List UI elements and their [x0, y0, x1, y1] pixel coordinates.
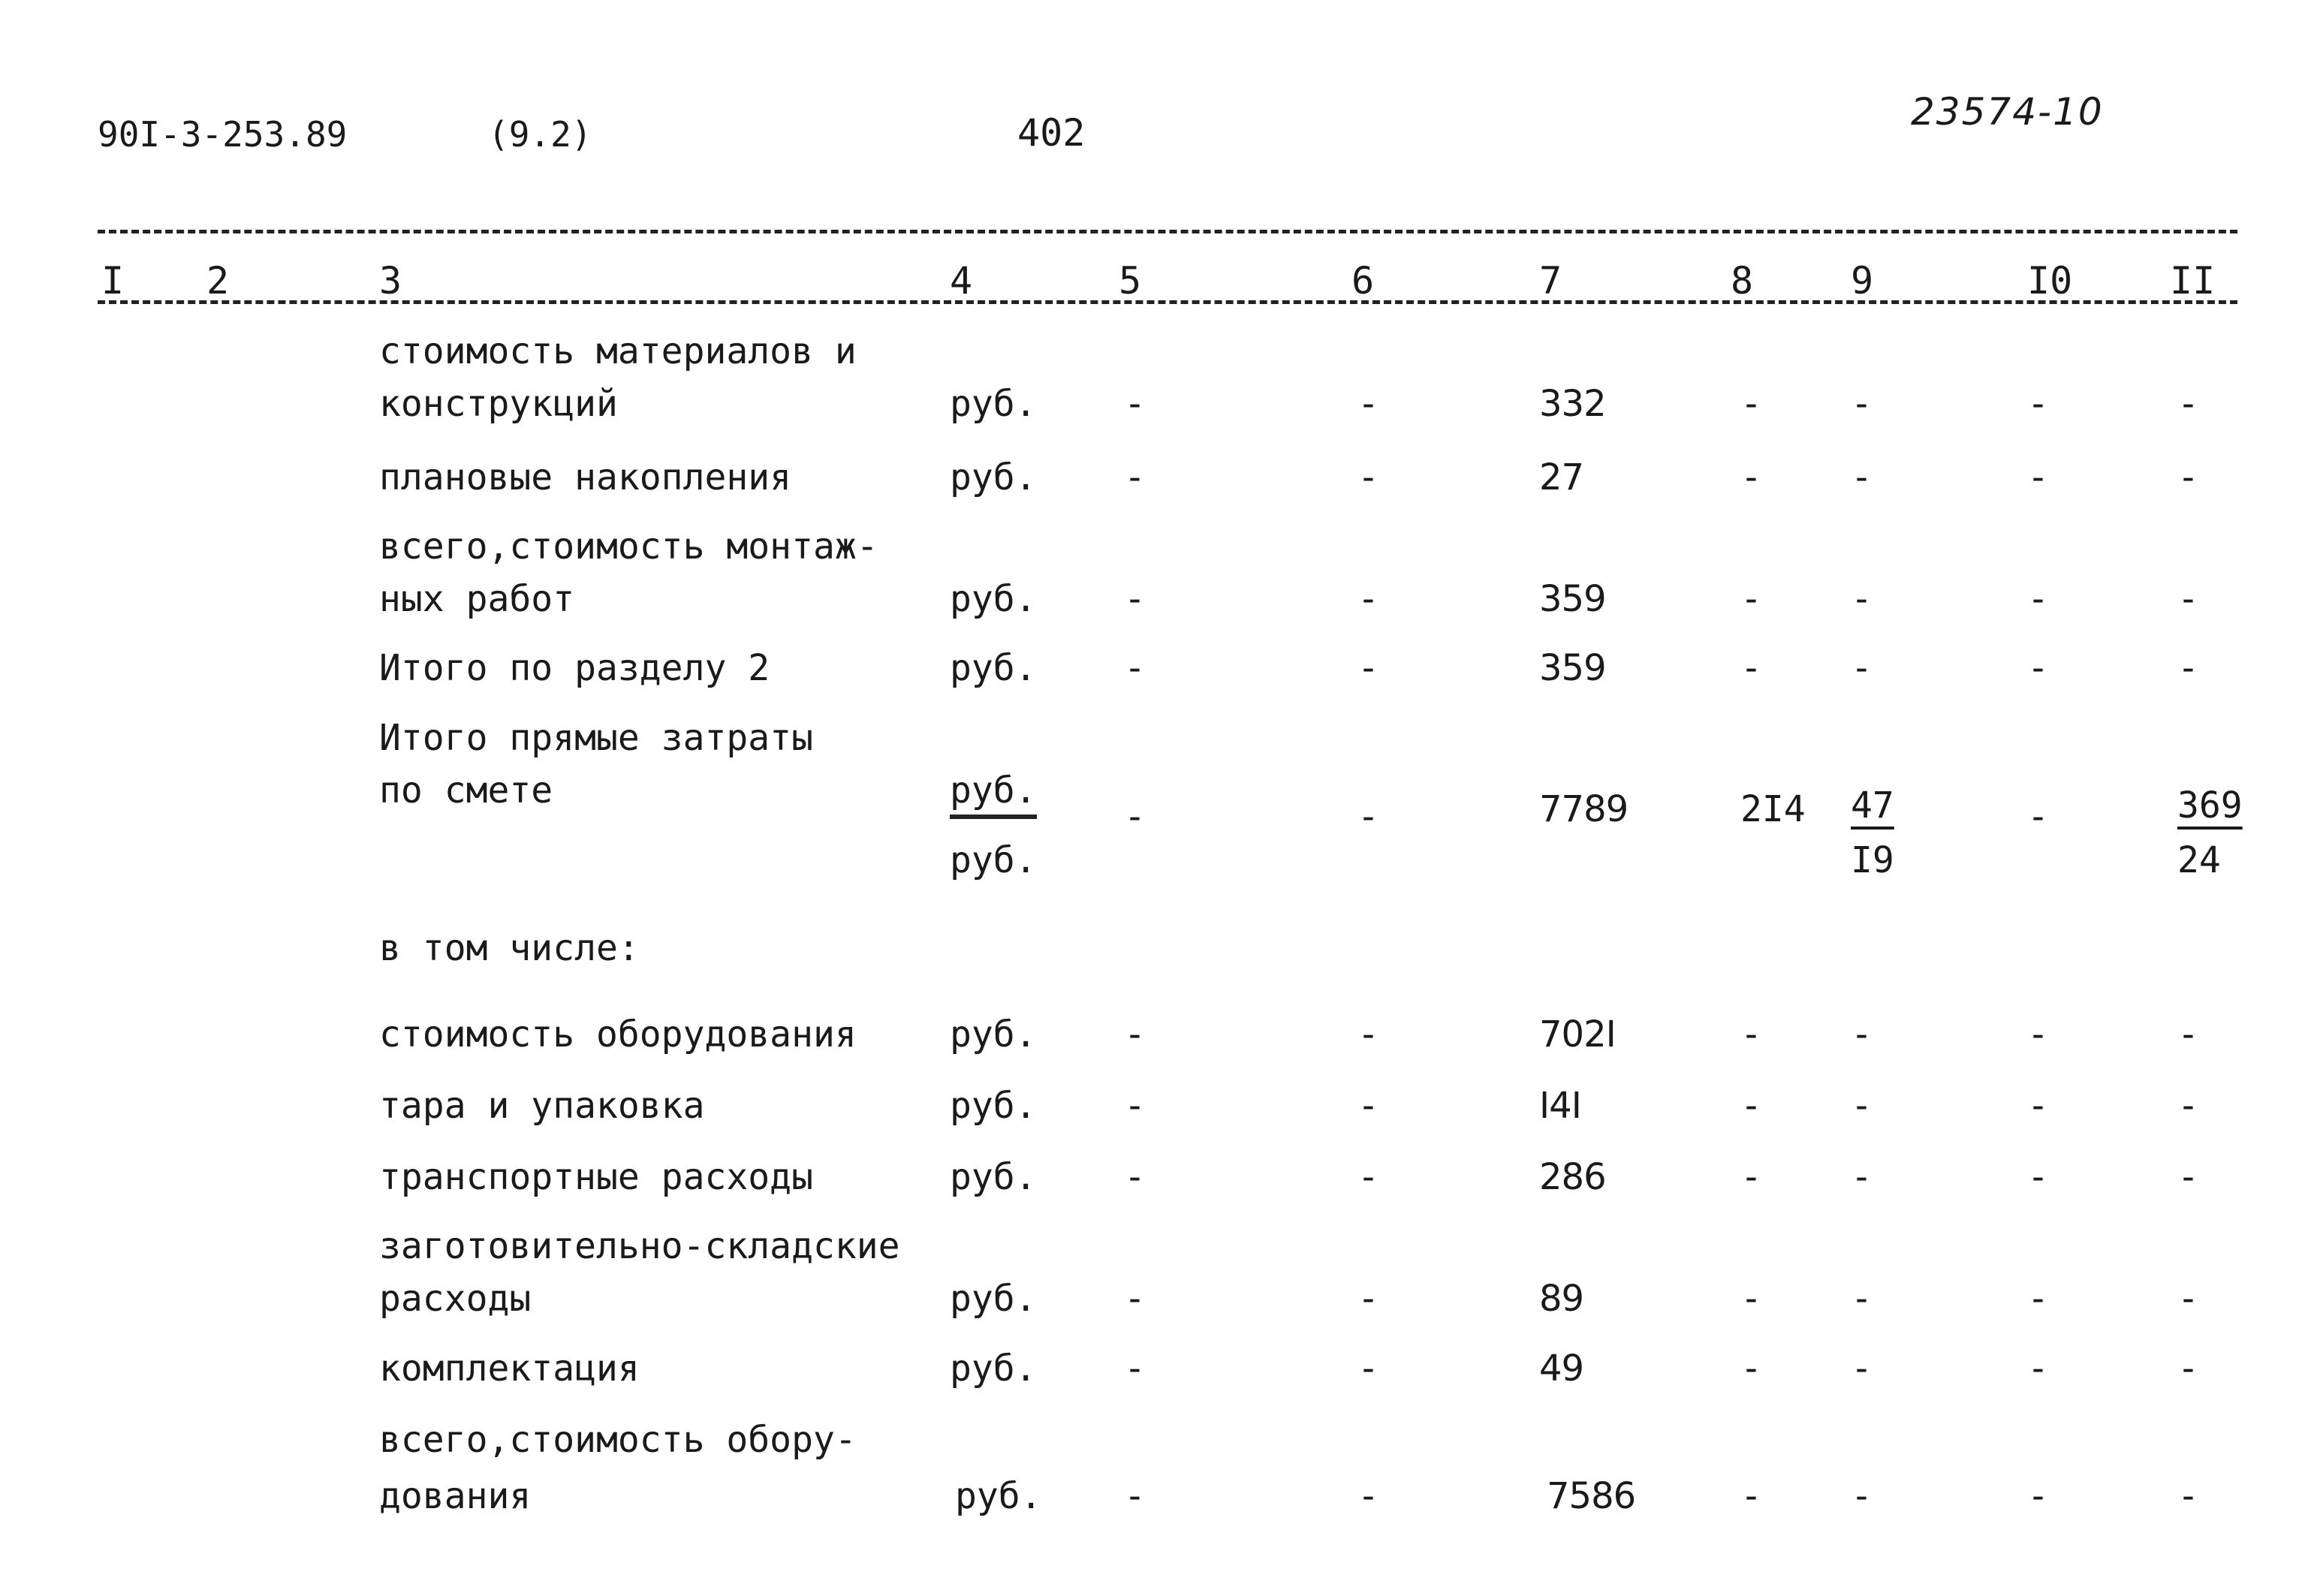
col6-cell: -	[1357, 456, 1379, 498]
unit-cell: руб.	[950, 578, 1037, 620]
col9-cell: -	[1851, 1156, 1873, 1198]
col5-cell: -	[1124, 578, 1146, 620]
col9-numerator-value: 47	[1851, 784, 1894, 827]
col11-cell: -	[2177, 1278, 2199, 1320]
col10-cell: -	[2027, 1013, 2049, 1055]
col11-denominator: 24	[2177, 839, 2221, 881]
unit-cell: руб.	[955, 1475, 1042, 1517]
col7-cell: 89	[1539, 1278, 1584, 1320]
col11-cell: -	[2177, 578, 2199, 620]
col10-cell: -	[2027, 647, 2049, 689]
col9-cell: -	[1851, 383, 1873, 425]
unit-cell: руб.	[950, 1156, 1037, 1198]
col8-cell: -	[1740, 1348, 1762, 1390]
row-description: по смете	[379, 769, 553, 812]
col7-cell: I4I	[1539, 1085, 1581, 1127]
row-description: стоимость оборудования	[379, 1013, 857, 1055]
col9-cell: -	[1851, 1475, 1873, 1517]
col5-cell: -	[1124, 796, 1146, 838]
col5-cell: -	[1124, 1156, 1146, 1198]
including-label: в том числе:	[379, 927, 640, 969]
row-description: дования	[379, 1475, 532, 1517]
col5-cell: -	[1124, 1348, 1146, 1390]
col6-cell: -	[1357, 1013, 1379, 1055]
column-number: 7	[1539, 259, 1562, 303]
col6-cell: -	[1357, 796, 1379, 838]
row-description: плановые накопления	[379, 456, 792, 498]
col11-cell: -	[2177, 1013, 2199, 1055]
unit-denominator: руб.	[950, 839, 1037, 881]
col11-cell: -	[2177, 1348, 2199, 1390]
unit-cell: руб.	[950, 1013, 1037, 1055]
col6-cell: -	[1357, 1475, 1379, 1517]
col8-cell: 2I4	[1740, 788, 1806, 830]
col11-cell: -	[2177, 647, 2199, 689]
col8-cell: -	[1740, 1278, 1762, 1320]
col7-cell: 332	[1539, 383, 1606, 425]
row-description: расходы	[379, 1278, 532, 1320]
col6-cell: -	[1357, 1156, 1379, 1198]
col8-cell: -	[1740, 1085, 1762, 1127]
row-description: транспортные расходы	[379, 1156, 813, 1198]
unit-cell: руб.	[950, 383, 1037, 425]
col5-cell: -	[1124, 1085, 1146, 1127]
col8-cell: -	[1740, 1156, 1762, 1198]
unit-cell	[950, 769, 1037, 812]
col10-cell: -	[2027, 456, 2049, 498]
unit-cell: руб.	[950, 1278, 1037, 1320]
col8-cell: -	[1740, 456, 1762, 498]
unit-cell: руб.	[950, 647, 1037, 689]
col7-cell: 359	[1539, 578, 1606, 620]
col6-cell: -	[1357, 1085, 1379, 1127]
col7-cell: 7586	[1547, 1475, 1636, 1517]
column-number: II	[2170, 259, 2216, 303]
col8-cell: -	[1740, 1475, 1762, 1517]
page-number: 402	[1017, 111, 1086, 155]
column-number: 6	[1351, 259, 1375, 303]
col7-cell: 286	[1539, 1156, 1606, 1198]
col11-cell: -	[2177, 383, 2199, 425]
col10-cell: -	[2027, 578, 2049, 620]
row-description: стоимость материалов и	[379, 330, 857, 372]
col8-cell: -	[1740, 1013, 1762, 1055]
column-number: 2	[206, 259, 230, 303]
col8-cell: -	[1740, 578, 1762, 620]
col11-cell: -	[2177, 1156, 2199, 1198]
col6-cell: -	[1357, 647, 1379, 689]
col7-cell: 7789	[1539, 788, 1629, 830]
col9-denominator: I9	[1851, 839, 1894, 881]
table-header-rule	[98, 300, 2237, 304]
row-description: Итого по разделу 2	[379, 647, 770, 689]
col5-cell: -	[1124, 1278, 1146, 1320]
col11-numerator	[2177, 784, 2243, 827]
col9-cell: -	[1851, 1085, 1873, 1127]
col5-cell: -	[1124, 456, 1146, 498]
col8-cell: -	[1740, 647, 1762, 689]
column-number: 3	[379, 259, 402, 303]
col6-cell: -	[1357, 578, 1379, 620]
column-number: 9	[1851, 259, 1874, 303]
col11-cell: -	[2177, 456, 2199, 498]
col5-cell: -	[1124, 1475, 1146, 1517]
row-description: всего,стоимость обору-	[379, 1419, 857, 1461]
unit-numerator: руб.	[950, 769, 1037, 819]
col6-cell: -	[1357, 383, 1379, 425]
col10-cell: -	[2027, 383, 2049, 425]
col5-cell: -	[1124, 647, 1146, 689]
col10-cell: -	[2027, 1085, 2049, 1127]
col9-cell: -	[1851, 1348, 1873, 1390]
row-description: конструкций	[379, 383, 618, 425]
column-number: 4	[950, 259, 973, 303]
col6-cell: -	[1357, 1348, 1379, 1390]
col7-cell: 359	[1539, 647, 1606, 689]
col9-numerator	[1851, 784, 1894, 827]
column-number: I	[101, 259, 125, 303]
col10-cell: -	[2027, 1475, 2049, 1517]
document-code: 90I-3-253.89	[98, 114, 348, 155]
row-description: заготовительно-складские	[379, 1225, 900, 1267]
col10-cell: -	[2027, 796, 2049, 838]
col7-cell: 49	[1539, 1348, 1584, 1390]
col11-numerator-value: 369	[2177, 784, 2243, 827]
column-number: I0	[2027, 259, 2073, 303]
row-description: ных работ	[379, 578, 575, 620]
row-description: всего,стоимость монтаж-	[379, 525, 878, 568]
unit-cell: руб.	[950, 1348, 1037, 1390]
unit-cell: руб.	[950, 1085, 1037, 1127]
col11-cell: -	[2177, 1475, 2199, 1517]
table-top-rule	[98, 230, 2237, 233]
col9-cell: -	[1851, 647, 1873, 689]
col7-cell: 27	[1539, 456, 1584, 498]
section-number: (9.2)	[488, 114, 592, 155]
column-number: 5	[1119, 259, 1142, 303]
row-description: тара и упаковка	[379, 1085, 705, 1127]
unit-cell: руб.	[950, 456, 1037, 498]
col10-cell: -	[2027, 1348, 2049, 1390]
row-description: Итого прямые затраты	[379, 717, 813, 759]
col11-cell: -	[2177, 1085, 2199, 1127]
handwritten-reference: 23574-10	[1911, 90, 2104, 134]
col10-cell: -	[2027, 1156, 2049, 1198]
col5-cell: -	[1124, 383, 1146, 425]
col10-cell: -	[2027, 1278, 2049, 1320]
column-number: 8	[1731, 259, 1754, 303]
col9-cell: -	[1851, 578, 1873, 620]
col7-cell: 702I	[1539, 1013, 1616, 1055]
col9-cell: -	[1851, 456, 1873, 498]
row-description: комплектация	[379, 1348, 640, 1390]
col9-cell: -	[1851, 1278, 1873, 1320]
col5-cell: -	[1124, 1013, 1146, 1055]
col8-cell: -	[1740, 383, 1762, 425]
col9-cell: -	[1851, 1013, 1873, 1055]
col6-cell: -	[1357, 1278, 1379, 1320]
